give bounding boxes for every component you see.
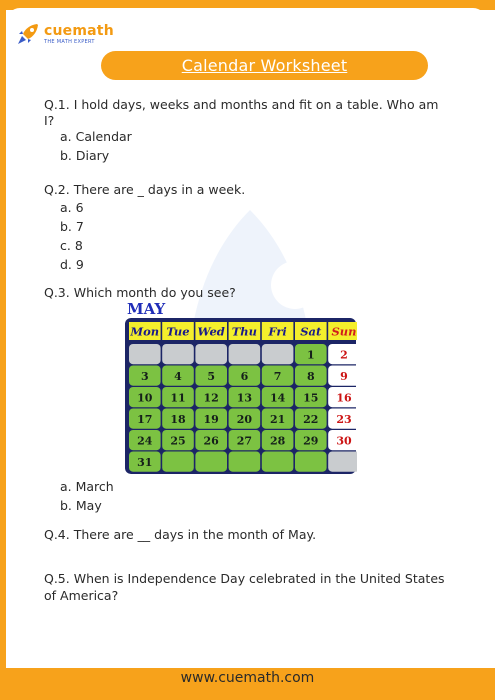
calendar-day-number: 6: [240, 370, 249, 383]
calendar-weekday-label: Fri: [268, 324, 287, 339]
question-2-option-a: a. 6: [60, 200, 84, 215]
question-3-text: Q.3. Which month do you see?: [44, 285, 236, 300]
calendar-day-number: 12: [203, 391, 219, 405]
question-1-line-1: Q.1. I hold days, weeks and months and fit on a table. Who am: [44, 97, 439, 112]
calendar-day-number: 29: [303, 434, 319, 448]
calendar-day-cell: [229, 452, 261, 472]
calendar-day-cell: [229, 344, 261, 364]
calendar-day-number: 17: [137, 413, 153, 426]
question-4-text: Q.4. There are __ days in the month of May.: [44, 527, 317, 542]
calendar-day-number: 30: [336, 434, 352, 448]
calendar-weekday-label: Wed: [197, 324, 225, 339]
calendar-day-number: 28: [269, 434, 286, 448]
calendar-day-number: 31: [137, 456, 153, 469]
calendar-day-number: 3: [140, 370, 149, 383]
brand-name: cuemath: [44, 22, 114, 39]
footer-url: www.cuemath.com: [180, 670, 315, 686]
calendar-day-number: 25: [170, 434, 186, 448]
calendar-weekday-label: Tue: [166, 324, 190, 339]
calendar-weekday-label: Mon: [130, 324, 160, 339]
calendar-day-number: 10: [137, 391, 153, 405]
question-2-option-d: d. 9: [60, 257, 84, 272]
question-3-option-a: a. March: [60, 479, 114, 494]
question-5-line-1: Q.5. When is Independence Day celebrated in the United States: [44, 571, 445, 586]
calendar-day-number: 27: [236, 434, 253, 448]
calendar-day-number: 4: [174, 370, 182, 383]
calendar-day-number: 13: [236, 391, 253, 405]
calendar-day-number: 8: [306, 370, 315, 383]
cuemath-logo: [16, 20, 114, 48]
calendar-day-number: 1: [306, 348, 315, 362]
title-banner: [101, 51, 428, 80]
calendar-day-cell: [262, 452, 294, 472]
calendar-day-number: 24: [137, 434, 153, 448]
brand-tagline: THE MATH EXPERT: [44, 38, 95, 45]
calendar-month-label: MAY: [127, 300, 166, 318]
calendar-day-cell: [328, 452, 357, 472]
calendar-day-number: 23: [336, 413, 352, 426]
calendar-weekday-label: Sun: [331, 324, 357, 339]
question-3-option-b: b. May: [60, 498, 102, 513]
calendar-day-cell: [262, 344, 294, 364]
question-2-option-b: b. 7: [60, 219, 84, 234]
worksheet-title: Calendar Worksheet: [181, 56, 348, 75]
calendar-day-cell: [195, 452, 227, 472]
calendar-day-number: 9: [340, 370, 348, 383]
question-5-line-2: of America?: [44, 588, 119, 603]
calendar-day-number: 19: [203, 413, 219, 426]
calendar-weekday-label: Sat: [300, 324, 322, 339]
question-1-option-a: a. Calendar: [60, 129, 132, 144]
calendar-day-number: 18: [170, 413, 186, 426]
may-calendar: [124, 300, 357, 475]
calendar-day-cell: [195, 344, 227, 364]
calendar-day-number: 11: [170, 391, 186, 405]
question-2-option-c: c. 8: [60, 238, 83, 253]
rocket-logo-icon: [16, 22, 40, 46]
calendar-day-number: 16: [336, 391, 352, 405]
calendar-day-number: 22: [303, 413, 319, 426]
calendar-day-cell: [162, 344, 194, 364]
calendar-day-cell: [162, 452, 194, 472]
calendar-day-number: 7: [273, 370, 282, 383]
calendar-day-number: 15: [303, 391, 319, 405]
calendar-weekday-label: Thu: [231, 324, 258, 339]
calendar-day-number: 14: [269, 391, 286, 405]
calendar-day-number: 20: [236, 413, 253, 426]
question-1-line-2: I?: [44, 113, 55, 128]
question-2-text: Q.2. There are _ days in a week.: [44, 182, 246, 197]
calendar-day-cell: [295, 452, 327, 472]
question-1-option-b: b. Diary: [60, 148, 110, 163]
calendar-day-number: 26: [203, 434, 219, 448]
calendar-day-number: 2: [340, 348, 348, 362]
calendar-day-number: 5: [207, 370, 216, 383]
calendar-day-number: 21: [269, 413, 286, 426]
calendar-day-cell: [129, 344, 161, 364]
